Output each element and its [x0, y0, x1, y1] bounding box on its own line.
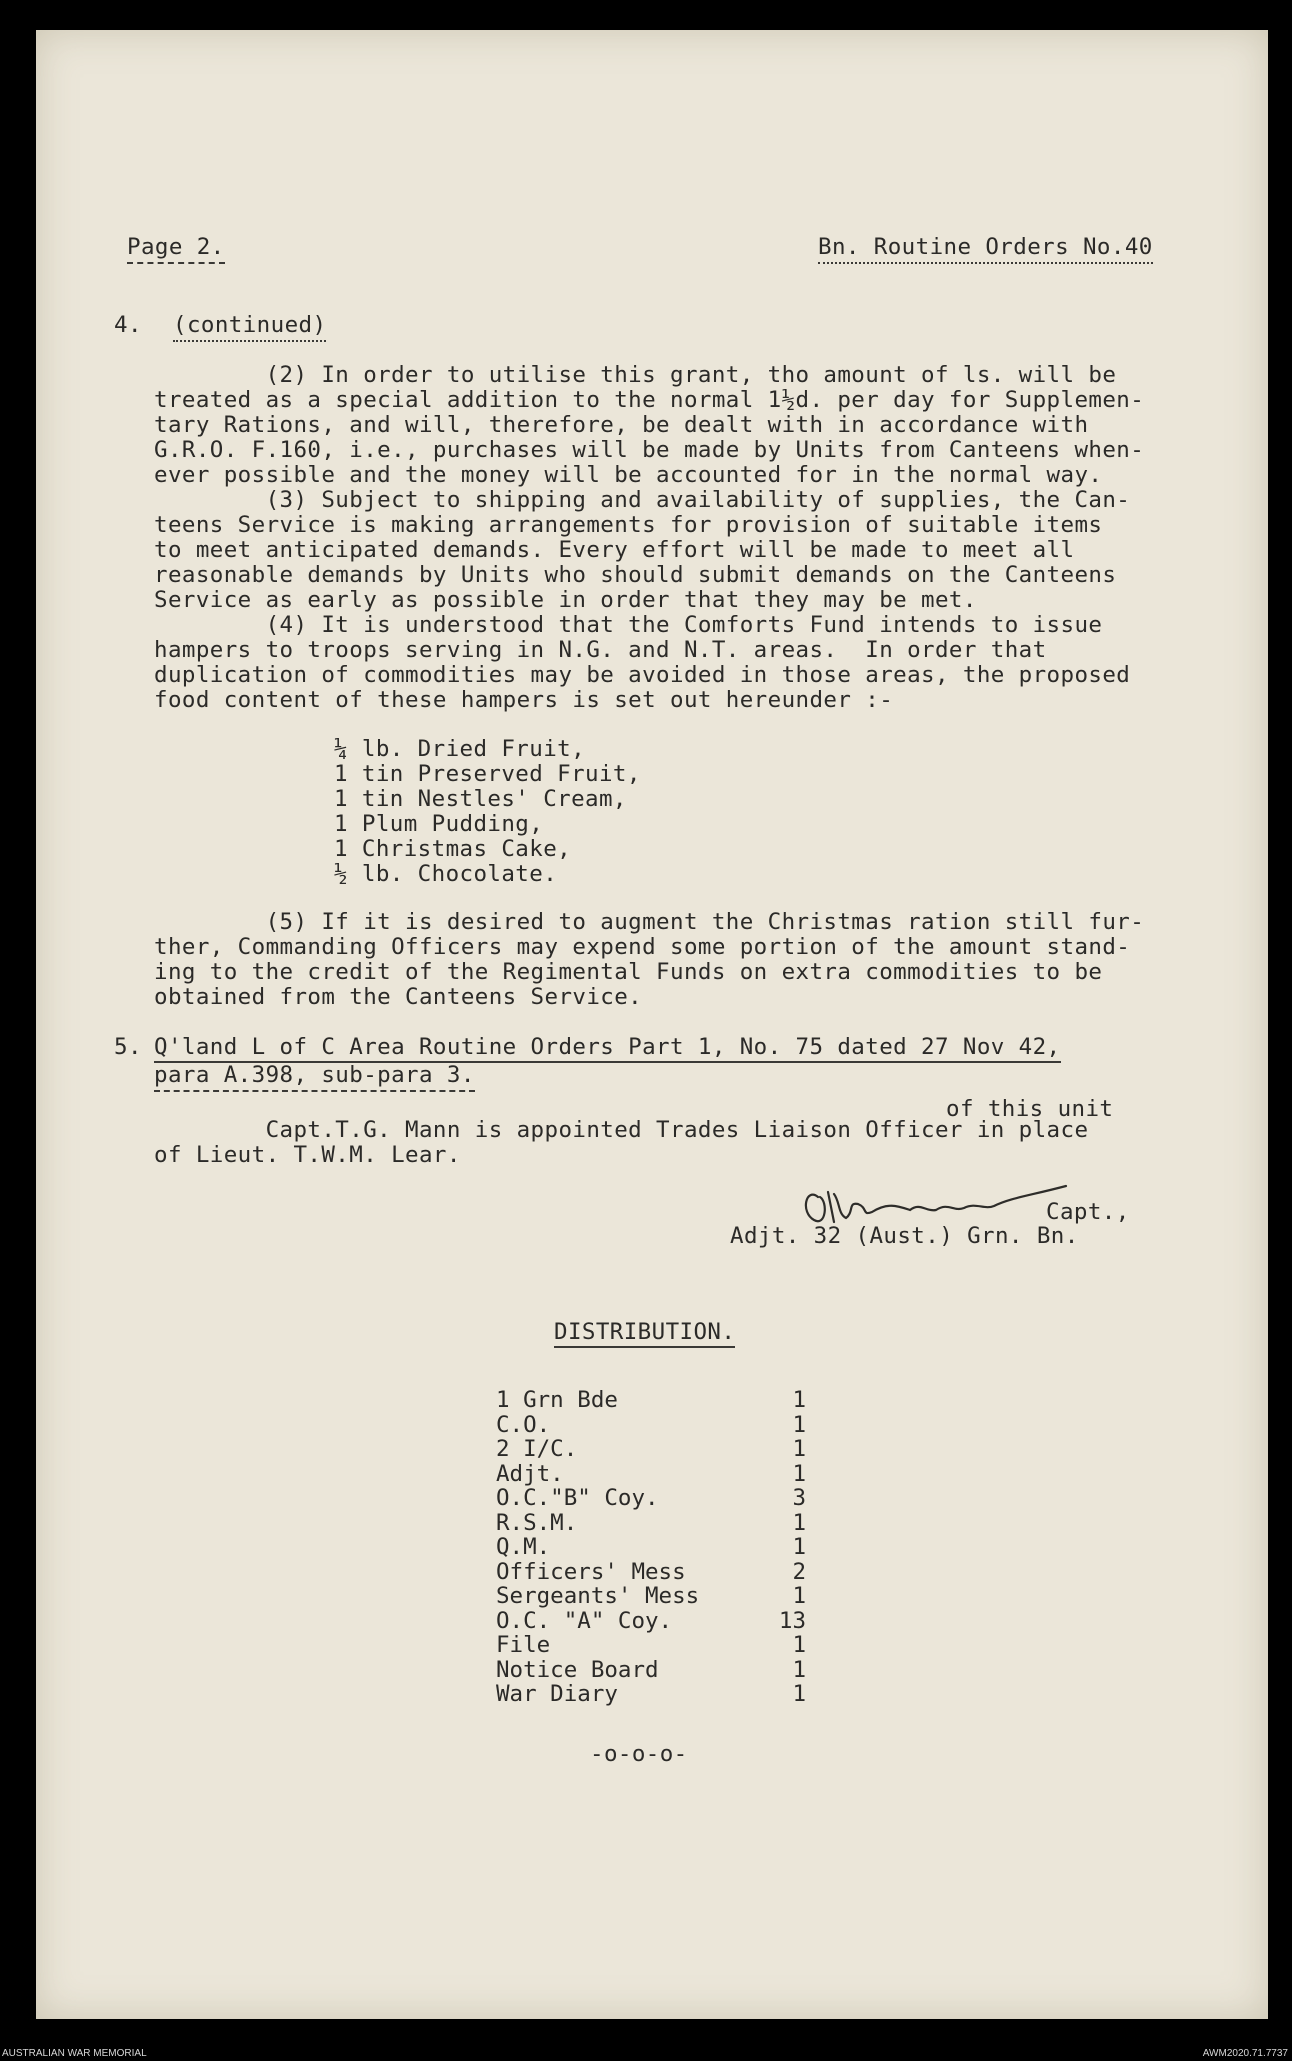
distribution-count: 1 [792, 1656, 806, 1683]
distribution-row [496, 1486, 806, 1511]
distribution-row [496, 1560, 806, 1585]
distribution-row [496, 1437, 806, 1462]
paragraph-4 [154, 613, 1130, 713]
paragraph-5-line: ther, Commanding Officers may expend some portion of the amount stand- [154, 934, 1131, 960]
item-4-heading: (continued) [173, 313, 326, 342]
item-5-number: 5. [114, 1034, 142, 1060]
distribution-count: 3 [792, 1485, 806, 1511]
distribution-name: O.C. "A" Coy. [496, 1607, 673, 1634]
item-5-heading-line-1: Q'land L of C Area Routine Orders Part 1, No. 75 dated 27 Nov 42, [154, 1035, 1061, 1063]
paragraph-3-line: teens Service is making arrangements for provision of suitable items [154, 512, 1103, 538]
distribution-count: 1 [792, 1632, 806, 1658]
paragraph-4-line: hampers to troops serving in N.G. and N.T. areas. In order that [154, 637, 1047, 663]
paragraph-3-line: (3) Subject to shipping and availability of supplies, the Can- [154, 487, 1131, 513]
distribution-name: O.C."B" Coy. [496, 1485, 659, 1511]
hamper-item: 1 tin Nestles' Cream, [334, 786, 627, 812]
distribution-name: 1 Grn Bde [496, 1387, 618, 1413]
paragraph-4-line: food content of these hampers is set out hereunder :- [154, 687, 894, 713]
end-mark: -o-o-o- [590, 1741, 688, 1767]
paragraph-5-line: ing to the credit of the Regimental Funds on extra commodities to be [154, 959, 1103, 985]
paragraph-2-line: treated as a special addition to the normal 1½d. per day for Supplemen- [154, 387, 1145, 413]
hamper-item: ½ lb. Chocolate. [334, 861, 558, 887]
paragraph-2-line: G.R.O. F.160, i.e., purchases will be made by Units from Canteens when- [154, 437, 1145, 463]
item-4-number: 4. [114, 312, 142, 338]
distribution-count: 1 [792, 1681, 806, 1707]
paragraph-2-line: ever possible and the money will be accounted for in the normal way. [154, 462, 1103, 488]
distribution-count: 1 [792, 1509, 806, 1536]
distribution-count: 2 [792, 1558, 806, 1585]
distribution-count: 1 [792, 1436, 806, 1462]
hamper-item: 1 Christmas Cake, [334, 836, 572, 862]
paragraph-5-line: (5) If it is desired to augment the Christmas ration still fur- [154, 909, 1145, 935]
insertion-text: of this unit [946, 1096, 1114, 1122]
orders-title: Bn. Routine Orders No.40 [818, 235, 1153, 264]
page-number: Page 2. [127, 235, 225, 264]
distribution-name: Notice Board [496, 1656, 659, 1683]
distribution-name: R.S.M. [496, 1509, 578, 1536]
distribution-heading: DISTRIBUTION. [554, 1320, 735, 1348]
distribution-count: 1 [792, 1387, 806, 1413]
distribution-count: 1 [792, 1534, 806, 1560]
distribution-row [496, 1633, 806, 1658]
hamper-item: 1 Plum Pudding, [334, 811, 544, 837]
item-5-body-line-2: of Lieut. T.W.M. Lear. [154, 1142, 461, 1168]
distribution-row [496, 1609, 806, 1634]
distribution-row [496, 1682, 806, 1707]
distribution-name: Sergeants' Mess [496, 1583, 700, 1609]
distribution-name: 2 I/C. [496, 1436, 578, 1462]
distribution-name: Officers' Mess [496, 1558, 686, 1585]
distribution-row [496, 1584, 806, 1609]
distribution-row [496, 1413, 806, 1438]
distribution-name: File [496, 1632, 551, 1658]
footer-right-text: AWM2020.71.7737 [1202, 2048, 1288, 2059]
footer-bar [0, 2047, 1292, 2061]
paragraph-4-line: duplication of commodities may be avoided in those areas, the proposed [154, 662, 1131, 688]
hamper-item: 1 tin Preserved Fruit, [334, 761, 641, 787]
distribution-table [496, 1388, 806, 1707]
distribution-count: 1 [792, 1583, 806, 1609]
paragraph-3 [154, 488, 1130, 613]
signature-rank: Capt., [1046, 1199, 1130, 1225]
distribution-count: 13 [778, 1607, 806, 1634]
distribution-name: Q.M. [496, 1534, 551, 1560]
signature-title: Adjt. 32 (Aust.) Grn. Bn. [730, 1223, 1079, 1249]
hamper-list [334, 737, 641, 887]
paragraph-2 [154, 363, 1144, 488]
paragraph-3-line: reasonable demands by Units who should submit demands on the Canteens [154, 562, 1117, 588]
paragraph-3-line: Service as early as possible in order that they may be met. [154, 587, 977, 613]
paragraph-5-line: obtained from the Canteens Service. [154, 984, 643, 1010]
distribution-name: C.O. [496, 1411, 551, 1438]
paragraph-2-line: (2) In order to utilise this grant, tho amount of ls. will be [154, 362, 1117, 388]
distribution-row [496, 1511, 806, 1536]
item-5-body-line-1: Capt.T.G. Mann is appointed Trades Liaison Officer in place [154, 1117, 1089, 1143]
distribution-row [496, 1535, 806, 1560]
hamper-item: ¼ lb. Dried Fruit, [334, 736, 586, 762]
paragraph-2-line: tary Rations, and will, therefore, be dealt with in accordance with [154, 412, 1089, 438]
distribution-count: 1 [792, 1460, 806, 1487]
paragraph-4-line: (4) It is understood that the Comforts Fund intends to issue [154, 612, 1103, 638]
distribution-name: War Diary [496, 1681, 618, 1707]
distribution-count: 1 [792, 1411, 806, 1438]
paragraph-5 [154, 910, 1144, 1010]
distribution-row [496, 1462, 806, 1487]
distribution-row [496, 1388, 806, 1413]
footer-left-text: AUSTRALIAN WAR MEMORIAL [2, 2048, 147, 2059]
paragraph-3-line: to meet anticipated demands. Every effort will be made to meet all [154, 537, 1075, 563]
document-page [36, 30, 1268, 2019]
item-5-heading-line-2: para A.398, sub-para 3. [154, 1063, 475, 1092]
distribution-row [496, 1658, 806, 1683]
distribution-name: Adjt. [496, 1460, 564, 1487]
